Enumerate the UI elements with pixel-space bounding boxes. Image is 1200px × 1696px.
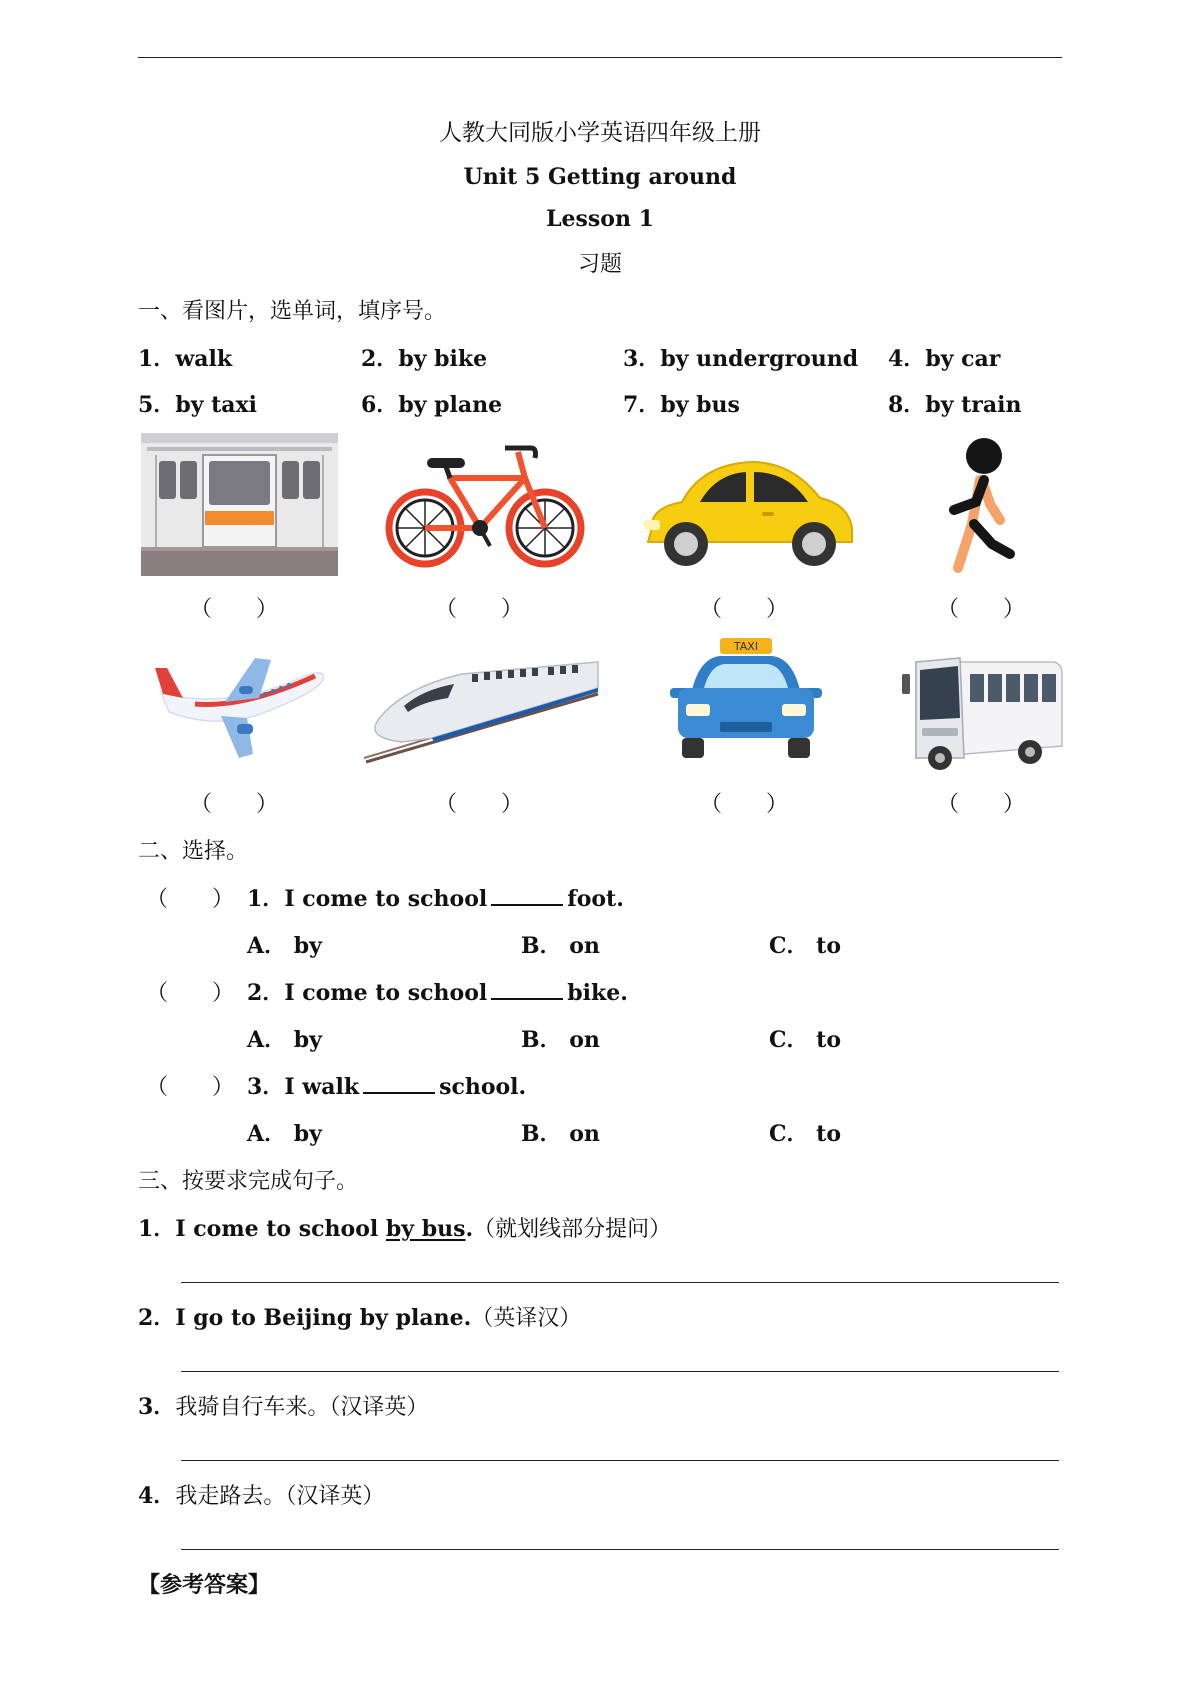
bus-icon [898, 654, 1064, 772]
option-c[interactable]: C． to [769, 1027, 842, 1053]
fill-blank[interactable] [491, 884, 563, 906]
sentence-task-2: 2．I go to Beijing by plane.（英译汉） [138, 1305, 582, 1331]
bicycle-icon [385, 438, 585, 574]
question-1: 1．I come to school foot. [247, 886, 624, 912]
answer-paren[interactable]: （ ） [190, 597, 279, 622]
fill-blank[interactable] [363, 1072, 435, 1094]
answer-paren[interactable]: （ ） [700, 597, 789, 622]
option-a[interactable]: A． by [247, 1027, 322, 1053]
worksheet-title: 人教大同版小学英语四年级上册 [439, 120, 761, 146]
answer-paren[interactable]: （ ） [435, 597, 524, 622]
option-a[interactable]: A． by [247, 1121, 322, 1147]
answer-paren[interactable]: （ ） [146, 1075, 235, 1100]
airplane-icon [155, 654, 327, 759]
option-b[interactable]: B． on [521, 1027, 600, 1053]
word-option: 1．walk [138, 346, 233, 372]
taxi-icon [670, 638, 822, 764]
answer-paren[interactable]: （ ） [937, 597, 1026, 622]
sentence-task-4: 4．我走路去。（汉译英） [138, 1483, 385, 1509]
word-option: 5．by taxi [138, 392, 258, 418]
option-b[interactable]: B． on [521, 1121, 600, 1147]
option-c[interactable]: C． to [769, 933, 842, 959]
answer-line[interactable] [181, 1549, 1059, 1550]
walking-person-icon [946, 438, 1020, 574]
header-rule [138, 57, 1062, 58]
answer-paren[interactable]: （ ） [146, 887, 235, 912]
underlined-phrase: by bus [385, 1216, 466, 1242]
answer-paren[interactable]: （ ） [190, 792, 279, 817]
subway-icon [141, 433, 338, 576]
question-2: 2．I come to school bike. [247, 980, 628, 1006]
answer-paren[interactable]: （ ） [700, 792, 789, 817]
word-option: 7．by bus [623, 392, 740, 418]
word-option: 3．by underground [623, 346, 859, 372]
option-a[interactable]: A． by [247, 933, 322, 959]
unit-title: Unit 5 Getting around [463, 164, 737, 190]
sentence-task-1: 1．I come to school by bus.（就划线部分提问） [138, 1216, 672, 1242]
section-1-heading: 一、看图片，选单词，填序号。 [138, 299, 447, 324]
high-speed-train-icon [362, 654, 600, 764]
section-3-heading: 三、按要求完成句子。 [138, 1169, 359, 1194]
answer-paren[interactable]: （ ） [435, 792, 524, 817]
taxi-sign-label: TAXI [733, 640, 759, 653]
word-option: 4．by car [888, 346, 1001, 372]
fill-blank[interactable] [491, 978, 563, 1000]
option-c[interactable]: C． to [769, 1121, 842, 1147]
answer-key-heading: 【参考答案】 [138, 1572, 271, 1598]
answer-paren[interactable]: （ ） [146, 981, 235, 1006]
answer-paren[interactable]: （ ） [937, 792, 1026, 817]
lesson-title: Lesson 1 [546, 206, 654, 232]
answer-line[interactable] [181, 1282, 1059, 1283]
exercise-label: 习题 [577, 252, 622, 277]
word-option: 8．by train [888, 392, 1022, 418]
answer-line[interactable] [181, 1460, 1059, 1461]
question-3: 3．I walk school. [247, 1074, 527, 1100]
car-icon [642, 458, 855, 568]
section-2-heading: 二、选择。 [138, 839, 249, 864]
sentence-task-3: 3．我骑自行车来。（汉译英） [138, 1394, 429, 1420]
word-option: 2．by bike [361, 346, 488, 372]
option-b[interactable]: B． on [521, 933, 600, 959]
word-option: 6．by plane [361, 392, 503, 418]
answer-line[interactable] [181, 1371, 1059, 1372]
